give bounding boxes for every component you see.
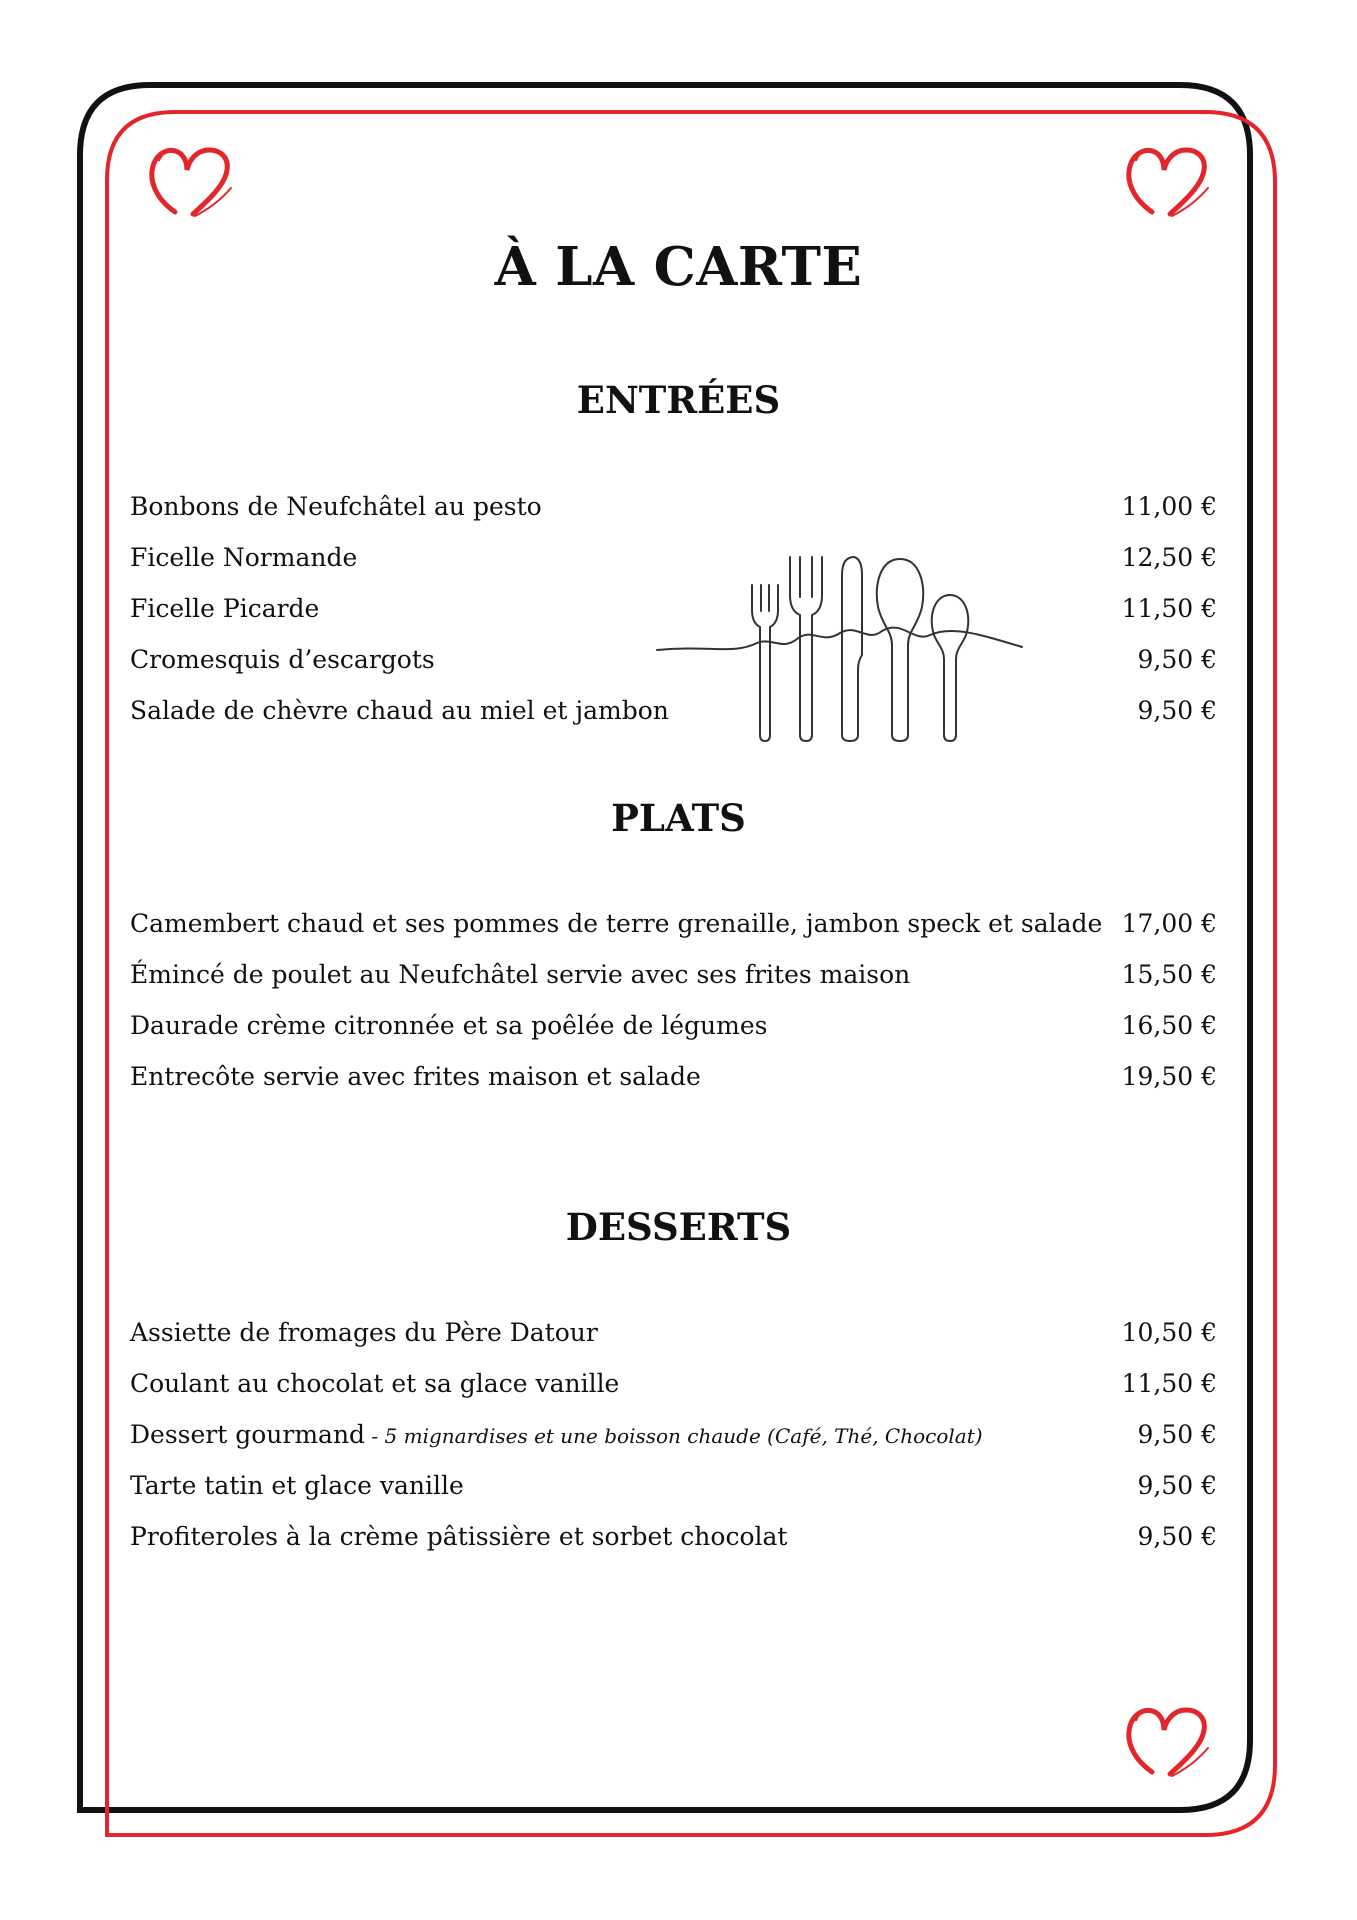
section-heading-desserts: DESSERTS	[565, 1205, 792, 1249]
menu-item	[130, 1420, 1217, 1460]
item-price: 9,50 €	[1137, 1522, 1217, 1551]
menu-item	[130, 1318, 1217, 1358]
item-name	[130, 1420, 983, 1449]
item-name: Ficelle Picarde	[130, 594, 320, 623]
menu-item	[130, 1369, 1217, 1409]
item-name: Daurade crème citronnée et sa poêlée de légumes	[130, 1011, 768, 1040]
item-name: Profiteroles à la crème pâtissière et sorbet chocolat	[130, 1522, 788, 1551]
item-name: Ficelle Normande	[130, 543, 358, 572]
page-title: À LA CARTE	[494, 236, 863, 298]
section-heading-plats: PLATS	[611, 796, 746, 840]
menu-item	[130, 909, 1217, 949]
item-price: 12,50 €	[1121, 543, 1217, 572]
item-name: Tarte tatin et glace vanille	[130, 1471, 464, 1500]
item-price: 11,50 €	[1121, 594, 1217, 623]
item-name: Cromesquis d’escargots	[130, 645, 435, 674]
item-price: 10,50 €	[1121, 1318, 1217, 1347]
item-price: 9,50 €	[1137, 645, 1217, 674]
item-name: Bonbons de Neufchâtel au pesto	[130, 492, 542, 521]
section-heading-entrees: ENTRÉES	[576, 378, 781, 422]
menu-item	[130, 492, 1217, 532]
item-name: Émincé de poulet au Neufchâtel servie avec ses frites maison	[130, 960, 911, 989]
item-price: 16,50 €	[1121, 1011, 1217, 1040]
menu-item	[130, 960, 1217, 1000]
cutlery-icon	[652, 545, 1026, 745]
item-price: 15,50 €	[1121, 960, 1217, 989]
heart-icon	[1122, 140, 1216, 222]
heart-icon	[1122, 1700, 1216, 1782]
item-note: - 5 mignardises et une boisson chaude (Café, Thé, Chocolat)	[365, 1424, 983, 1448]
item-price: 9,50 €	[1137, 1420, 1217, 1449]
item-price: 19,50 €	[1121, 1062, 1217, 1091]
item-name: Assiette de fromages du Père Datour	[130, 1318, 598, 1347]
item-price: 9,50 €	[1137, 1471, 1217, 1500]
item-name: Salade de chèvre chaud au miel et jambon	[130, 696, 669, 725]
heart-icon	[145, 140, 239, 222]
item-name: Camembert chaud et ses pommes de terre grenaille, jambon speck et salade	[130, 909, 1103, 938]
item-name-text: Dessert gourmand	[130, 1420, 366, 1449]
item-price: 9,50 €	[1137, 696, 1217, 725]
menu-item	[130, 1522, 1217, 1562]
item-price: 11,50 €	[1121, 1369, 1217, 1398]
item-price: 17,00 €	[1121, 909, 1217, 938]
menu-item	[130, 1062, 1217, 1102]
item-price: 11,00 €	[1121, 492, 1217, 521]
item-name: Coulant au chocolat et sa glace vanille	[130, 1369, 620, 1398]
menu-item	[130, 1011, 1217, 1051]
item-name: Entrecôte servie avec frites maison et salade	[130, 1062, 701, 1091]
menu-item	[130, 1471, 1217, 1511]
